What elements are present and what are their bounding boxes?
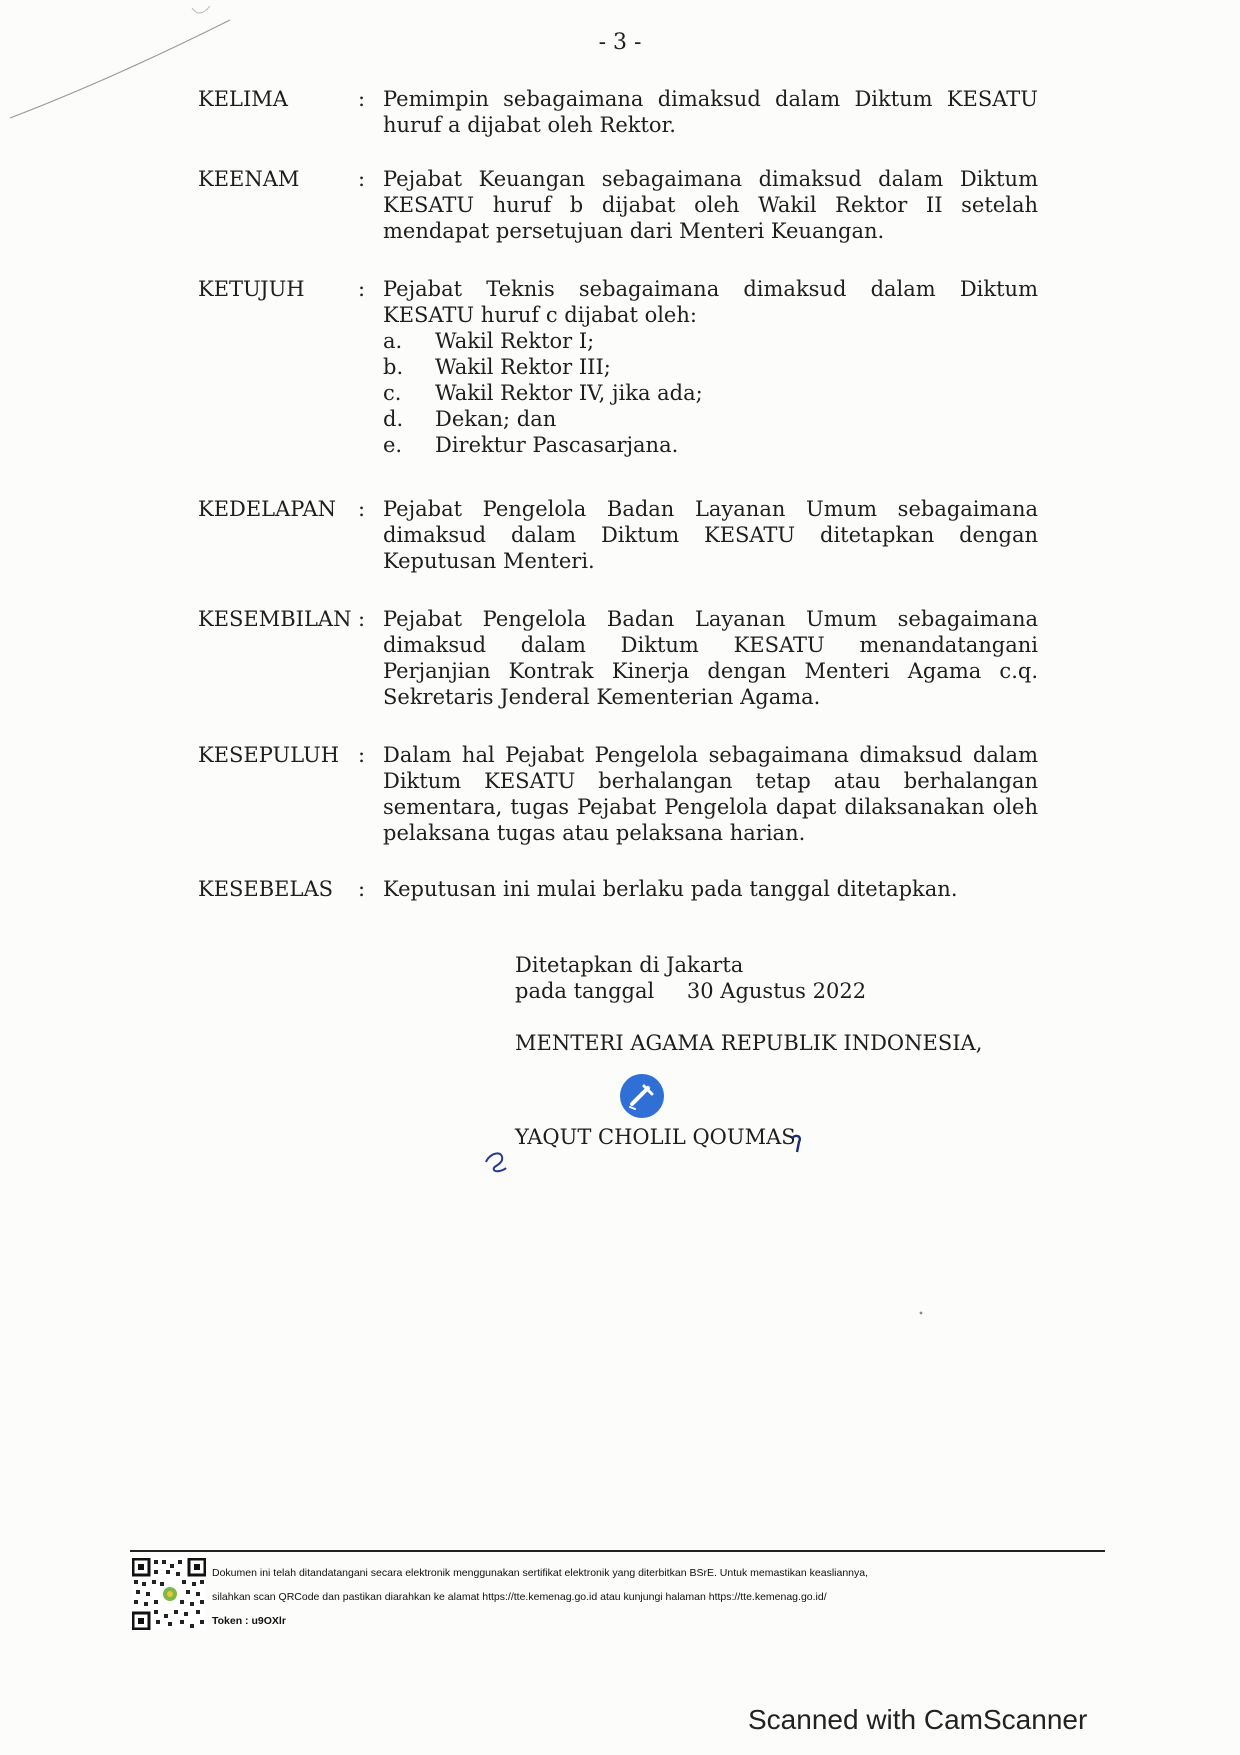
- diktum-colon: :: [358, 607, 366, 631]
- list-text: Direktur Pascasarjana.: [435, 433, 679, 457]
- diktum-kesembilan: [198, 606, 1038, 710]
- diktum-text: Keputusan ini mulai berlaku pada tanggal ditetapkan.: [383, 877, 958, 901]
- footer-notice-line2: silahkan scan QRCode dan pastikan diarahkan ke alamat https://tte.kemenag.go.id atau kunjungi halaman https://tte.kemenag.go.id/: [212, 1591, 827, 1603]
- signature-office: MENTERI AGAMA REPUBLIK INDONESIA,: [515, 1031, 983, 1055]
- diktum-colon: :: [358, 743, 366, 767]
- list-item: [383, 380, 1038, 406]
- camscanner-watermark: Scanned with CamScanner: [748, 1704, 1088, 1735]
- dust-speck: [918, 1310, 924, 1316]
- diktum-colon: :: [358, 167, 366, 191]
- initial-mark-left: [480, 1140, 516, 1174]
- diktum-label: KETUJUH: [198, 277, 305, 301]
- qr-code-icon: [132, 1558, 206, 1630]
- list-letter: b.: [383, 355, 404, 379]
- diktum-label: KELIMA: [198, 87, 288, 111]
- diktum-ketujuh: [198, 276, 1038, 458]
- diktum-colon: :: [358, 277, 366, 301]
- diktum-colon: :: [358, 877, 366, 901]
- footer-divider: [130, 1550, 1105, 1552]
- list-item: [383, 354, 1038, 380]
- signature-date-label: pada tanggal: [515, 979, 655, 1003]
- page-number: - 3 -: [598, 30, 642, 55]
- diktum-label: KESEPULUH: [198, 743, 340, 767]
- signature-date-row: [515, 978, 866, 1004]
- diktum-label: KEENAM: [198, 167, 300, 191]
- diktum-label: KESEBELAS: [198, 877, 333, 901]
- diktum-text: Pejabat Teknis sebagaimana dimaksud dalam Diktum KESATU huruf c dijabat oleh:: [383, 277, 1038, 327]
- footer-token: Token : u9OXlr: [212, 1615, 286, 1627]
- diktum-kesepuluh: [198, 742, 1038, 846]
- signature-place: Ditetapkan di Jakarta: [515, 953, 744, 977]
- list-letter: e.: [383, 433, 403, 457]
- diktum-keenam: [198, 166, 1038, 244]
- diktum-kelima: [198, 86, 1038, 138]
- diktum-text: Dalam hal Pejabat Pengelola sebagaimana dimaksud dalam Diktum KESATU berhalangan tetap atau berhalangan sementara, tugas Pejabat Pengelola dapat dilaksanakan oleh pelaksana tugas atau pelaksana harian.: [383, 743, 1038, 845]
- list-text: Wakil Rektor IV, jika ada;: [435, 381, 703, 405]
- diktum-text: Pemimpin sebagaimana dimaksud dalam Diktum KESATU huruf a dijabat oleh Rektor.: [383, 87, 1038, 137]
- signature-name: YAQUT CHOLIL QOUMAS: [515, 1125, 796, 1149]
- diktum-label: KEDELAPAN: [198, 497, 337, 521]
- diktum-colon: :: [358, 497, 366, 521]
- list-letter: d.: [383, 407, 404, 431]
- initial-mark-right: [788, 1130, 808, 1156]
- e-signature-icon: [620, 1074, 664, 1118]
- diktum-text: Pejabat Pengelola Badan Layanan Umum sebagaimana dimaksud dalam Diktum KESATU ditetapkan dengan Keputusan Menteri.: [383, 497, 1038, 573]
- diktum-kedelapan: [198, 496, 1038, 574]
- list-text: Wakil Rektor I;: [435, 329, 595, 353]
- list-item: [383, 432, 1038, 458]
- signature-date-value: 30 Agustus 2022: [686, 979, 867, 1003]
- diktum-list: [383, 328, 1038, 458]
- diktum-label: KESEMBILAN: [198, 607, 352, 631]
- list-item: [383, 328, 1038, 354]
- diktum-kesebelas: [198, 876, 1038, 902]
- list-text: Wakil Rektor III;: [435, 355, 611, 379]
- list-letter: c.: [383, 381, 402, 405]
- diktum-text: Pejabat Keuangan sebagaimana dimaksud dalam Diktum KESATU huruf b dijabat oleh Wakil Rektor II setelah mendapat persetujuan dari Menteri Keuangan.: [383, 167, 1038, 243]
- diktum-text: Pejabat Pengelola Badan Layanan Umum sebagaimana dimaksud dalam Diktum KESATU menandatangani Perjanjian Kontrak Kinerja dengan Menteri Agama c.q. Sekretaris Jenderal Kementerian Agama.: [383, 607, 1038, 709]
- list-item: [383, 406, 1038, 432]
- diktum-colon: :: [358, 87, 366, 111]
- list-text: Dekan; dan: [435, 407, 557, 431]
- list-letter: a.: [383, 329, 403, 353]
- footer-notice-line1: Dokumen ini telah ditandatangani secara elektronik menggunakan sertifikat elektronik yang diterbitkan BSrE. Untuk memastikan keasliannya,: [212, 1567, 869, 1579]
